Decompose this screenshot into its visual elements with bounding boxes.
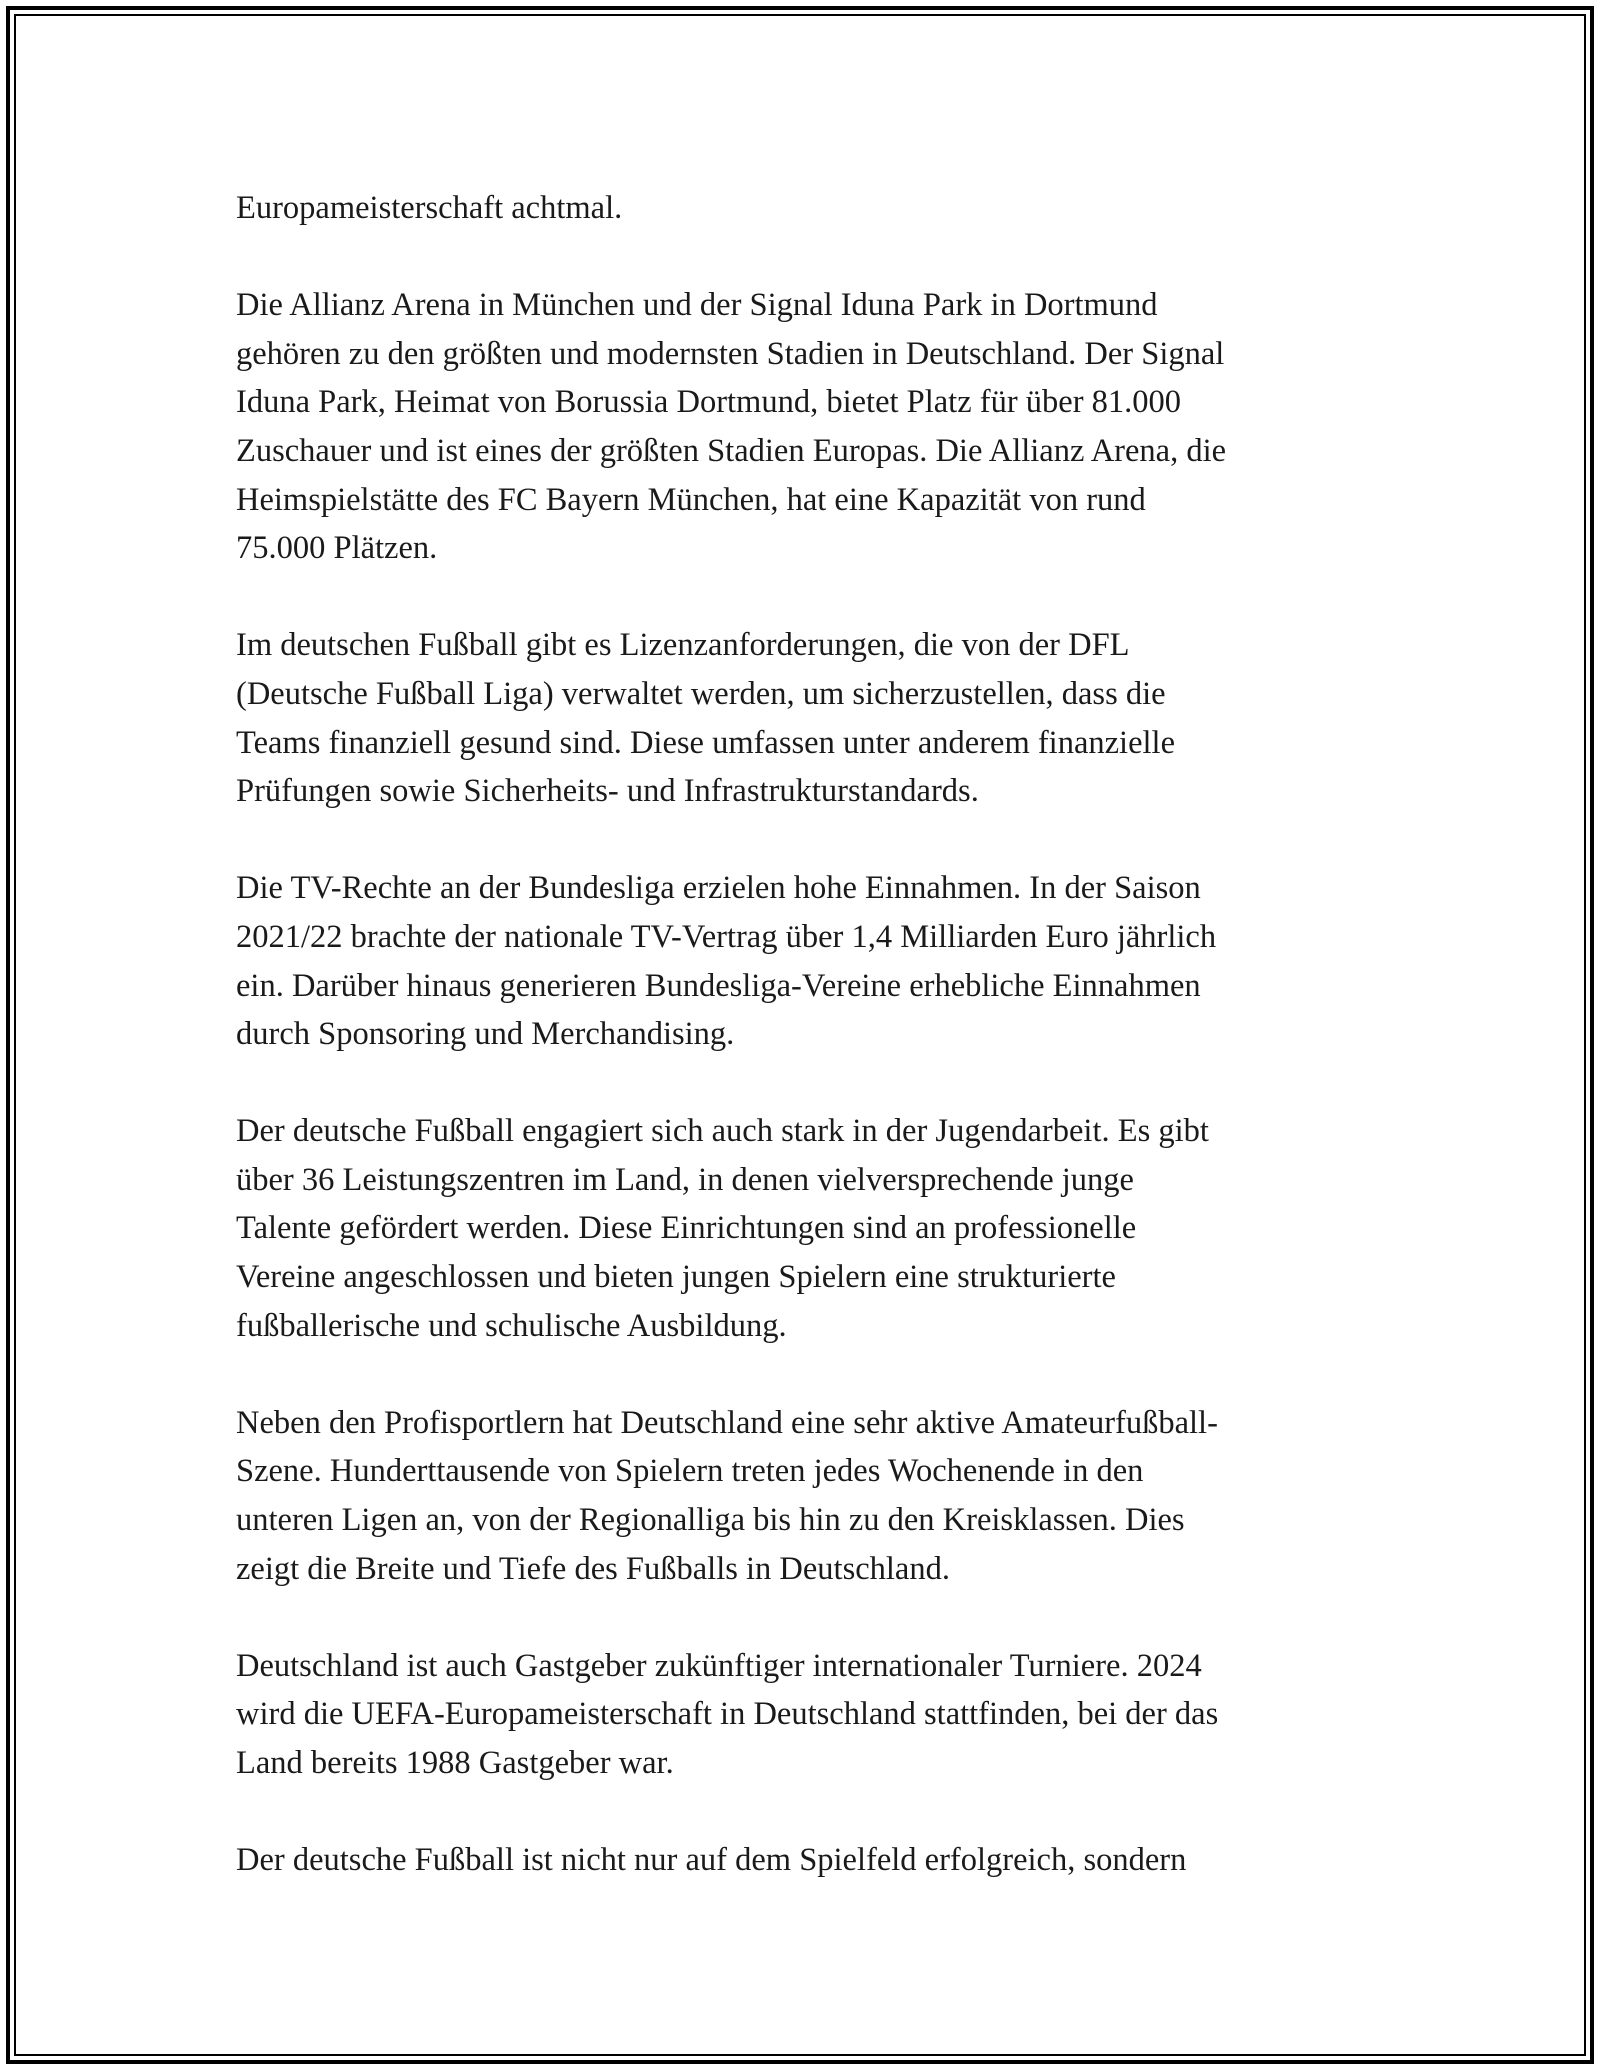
paragraph: Die Allianz Arena in München und der Signal Iduna Park in Dortmund gehören zu den größten und modernsten Stadien in Deutschland. Der Signal Iduna Park, Heimat von Borussia Dortmund, bietet Platz für über 81.000 Zuschauer und ist eines der größten Stadien Europas. Die Allianz Arena, die Heimspielstätte des FC Bayern München, hat eine Kapazität von rund 75.000 Plätzen.	[236, 287, 1227, 567]
paragraph: Im deutschen Fußball gibt es Lizenzanforderungen, die von der DFL (Deutsche Fußball Liga) verwaltet werden, um sicherzustellen, dass die Teams finanziell gesund sind. Diese umfassen unter anderem finanzielle Prüfungen sowie Sicherheits- und Infrastrukturstandards.	[236, 627, 1175, 810]
document-body	[236, 184, 1366, 1885]
paragraph: Europameisterschaft achtmal.	[236, 190, 623, 226]
paragraph: Deutschland ist auch Gastgeber zukünftiger internationaler Turniere. 2024 wird die UEFA-Europameisterschaft in Deutschland stattfinden, bei der das Land bereits 1988 Gastgeber war.	[236, 1647, 1219, 1781]
paragraph: Neben den Profisportlern hat Deutschland eine sehr aktive Amateurfußball- Szene. Hunderttausende von Spielern treten jedes Wochenende in den unteren Ligen an, von der Regionalliga bis hin zu den Kreisklassen. Dies zeigt die Breite und Tiefe des Fußballs in Deutschland.	[236, 1404, 1218, 1587]
paragraph: Der deutsche Fußball ist nicht nur auf dem Spielfeld erfolgreich, sondern	[236, 1842, 1187, 1879]
paragraph: Der deutsche Fußball engagiert sich auch stark in der Jugendarbeit. Es gibt über 36 Leistungszentren im Land, in denen vielversprechende junge Talente gefördert werden. Diese Einrichtungen sind an professionelle Vereine angeschlossen und bieten jungen Spielern eine strukturierte fußballerische und schulische Ausbildung.	[236, 1113, 1209, 1344]
paragraph: Die TV-Rechte an der Bundesliga erzielen hohe Einnahmen. In der Saison 2021/22 brachte der nationale TV-Vertrag über 1,4 Milliarden Euro jährlich ein. Darüber hinaus generieren Bundesliga-Vereine erhebliche Einnahmen durch Sponsoring und Merchandising.	[236, 870, 1217, 1053]
